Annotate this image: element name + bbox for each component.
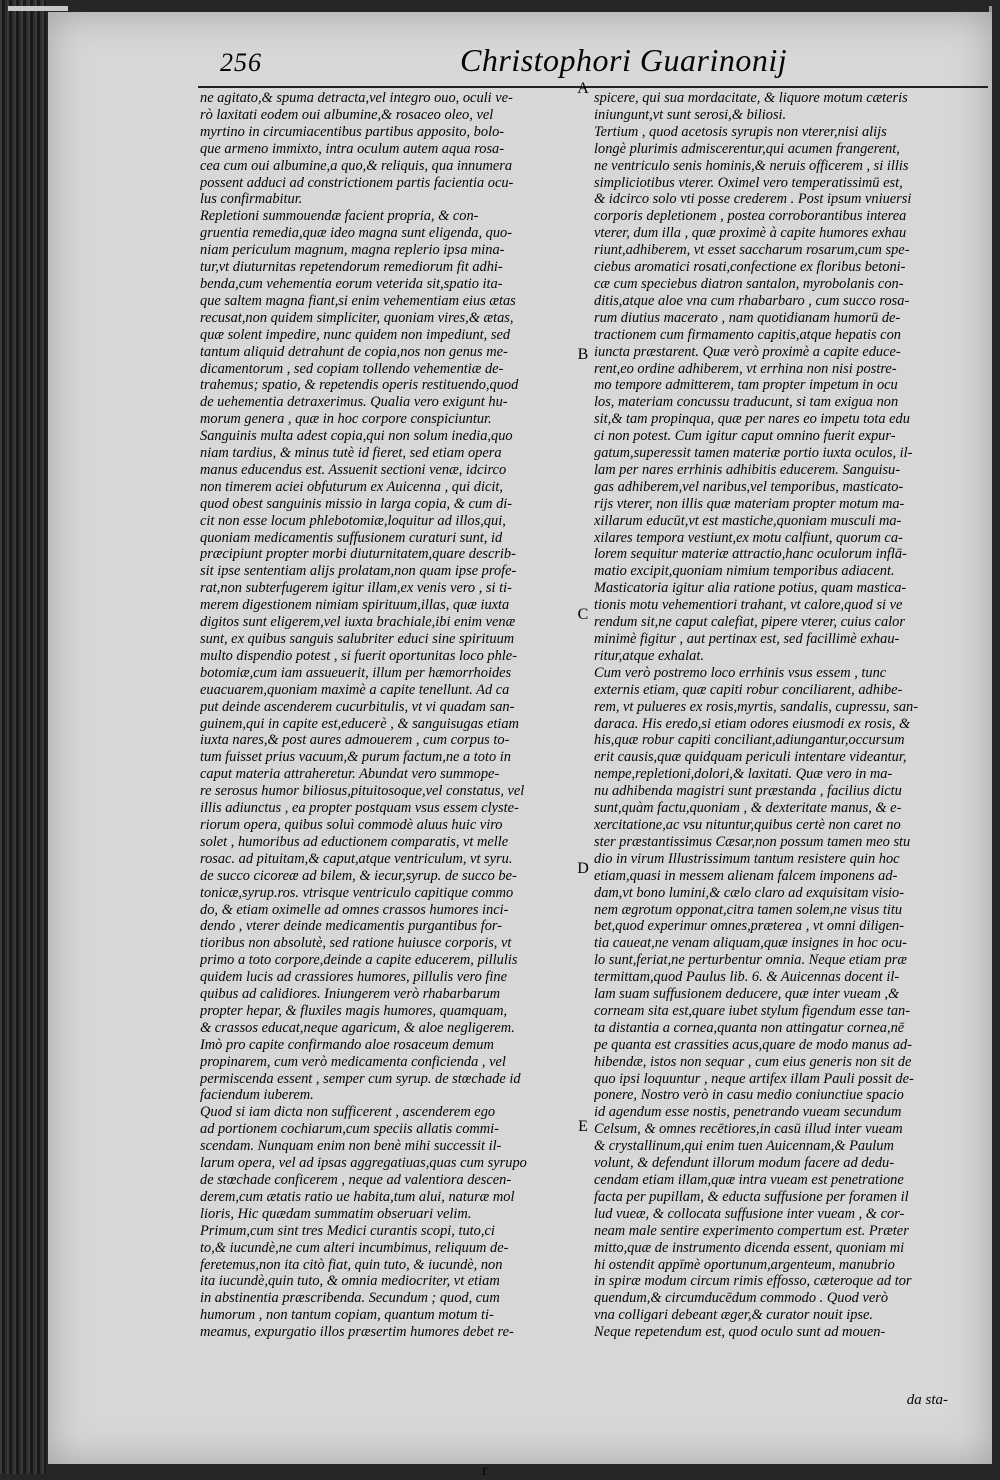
text-line: & crystallinum,qui enim tuen Auicennam,& Paulum: [594, 1138, 894, 1155]
text-line: botomiæ,cum iam assueuerit, illum per hæmorrhoides: [200, 664, 512, 681]
text-line: propinarem, cum verò medicamenta conficienda , vel: [200, 1053, 506, 1070]
text-line: rum diutius macerato , nam quotidianam humorū de-: [594, 309, 901, 326]
text-line: bet,quod experimur omnes,præterea , vt omni diligen-: [594, 918, 905, 935]
text-line: Masticatoria igitur alia ratione potius, quam mastica-: [594, 580, 907, 597]
text-line: lam per nares errhinis adhibitis educerem. Sanguisu-: [594, 461, 901, 478]
text-line: rijs vterer, non illis quæ materiam propter motum ma-: [594, 495, 905, 512]
text-line: tionis motu vehementiori trahant, vt calore,quod si ve: [594, 597, 903, 614]
text-line: spicere, qui sua mordacitate, & liquore motum cæteris: [594, 90, 908, 106]
text-line: volunt, & defendunt illorum modum facere ad dedu-: [594, 1155, 895, 1172]
text-line: ster præstantissimus Cæsar,non possum tamen meo stu: [594, 833, 911, 850]
text-line: riorum opera, quibus soluì commodè aluus huic viro: [200, 816, 503, 833]
catchword: da sta-: [906, 1392, 948, 1408]
text-line: his,quæ robur capiti conciliant,adiungantur,occursum: [594, 732, 905, 749]
text-line: propter hepar, & fluxiles magis humores, quamquam,: [200, 1002, 508, 1019]
text-line: sunt, ex quibus sanguis salubriter educi sine spirituum: [200, 631, 515, 647]
text-line: myrtino in circumiacentibus partibus apposito, bolo-: [200, 123, 505, 140]
text-line: externis etiam, quæ capiti robur conciliarent, adhibe-: [594, 681, 903, 698]
text-line: merem digestionem nimiam spirituum,illas, quæ iuxta: [200, 597, 510, 614]
text-line: mitto,quæ de instrumento dicenda essent, quoniam mi: [594, 1239, 905, 1256]
text-line: corporis depletionem , postea corroborantibus interea: [594, 208, 907, 225]
text-line: niam tardius, & minus tutè id fieret, sed etiam opera: [200, 445, 502, 462]
text-line: quo ipsi loquuntur , neque artifex illam Pauli possit de-: [594, 1070, 914, 1087]
text-line: lus confirmabitur.: [200, 191, 303, 208]
text-line: tantum aliquid detrahunt de copia,nos non genus me-: [200, 343, 508, 360]
text-line: multo dispendio potest , si fuerit oportunitas loco phle-: [200, 647, 517, 664]
text-line: quendum,& circumducēdum commodo . Quod verò: [594, 1290, 889, 1307]
top-edge-mark: [8, 6, 68, 11]
text-line: lud vueæ, & collocata suffusione inter vueam , & cor-: [594, 1205, 905, 1222]
margin-letter-d: D: [577, 860, 589, 877]
text-line: mo tempore admitterem, tam propter impetum in ocu: [594, 377, 898, 394]
text-line: daraca. His eredo,si etiam odores eiusmodi ex rosis, &: [594, 715, 911, 732]
text-line: los, materiam concussu traducunt, si tam exigua non: [594, 394, 899, 411]
text-line: que saltem magna fiant,si enim vehementiam eius ætas: [200, 292, 516, 309]
text-line: tur,vt diuturnitas repetendorum remediorum fit adhi-: [200, 259, 503, 276]
text-line: benda,cum vehementia eorum veterida sit,spatio ita-: [200, 275, 503, 292]
text-line: sit ipse sententiam alijs prolatam,non quam ipse profe-: [200, 563, 517, 580]
text-line: tractionem cum firmamento capitis,atque hepatis con: [594, 326, 901, 343]
text-line: quod obest sanguinis missio in larga copia, & cum di-: [200, 495, 513, 512]
margin-letter-a: A: [577, 80, 589, 97]
text-line: in spiræ modum circum rimis effosso, cæteroque ad tor: [594, 1273, 912, 1290]
text-line: matio excipit,quoniam nimium temporibus adiacent.: [594, 563, 895, 580]
text-line: id agendum esse nostis, penetrando vueam secundum: [594, 1104, 902, 1121]
text-line: iuncta præstarent. Quæ verò proximè a capite educe-: [594, 343, 901, 360]
text-line: pe quanta est crassities acus,quare de modo manus ad-: [594, 1036, 913, 1053]
text-line: iniungunt,vt sunt serosi,& biliosi.: [594, 106, 787, 123]
text-line: Imò pro capite confirmando aloe rosaceum demum: [200, 1036, 494, 1053]
text-line: manus educendus est. Assuenit sectioni venæ, idcirco: [200, 461, 507, 478]
text-line: do, & etiam oximelle ad omnes crassos humores inci-: [200, 901, 509, 918]
text-line: Sanguinis multa adest copia,qui non solum inedia,quo: [200, 428, 513, 445]
text-line: erit causis,quæ quidquam periculi intentare videantur,: [594, 749, 907, 766]
text-line: rò laxitati eodem oui albumine,& rosaceo oleo, vel: [200, 106, 494, 123]
text-line: lam suam suffusionem deducere, quæ inter vueam ,&: [594, 986, 900, 1003]
text-line: rat,non subterfugerem igitur illam,ex venis vero , si ti-: [200, 580, 512, 597]
book-page: [48, 12, 992, 1479]
text-line: illis adiunctus , ea propter postquam vsus essem clyste-: [200, 800, 519, 817]
text-line: trahemus; spatio, & repetendis operis restituendo,quod: [200, 377, 519, 394]
text-line: de succo cicoreæ ad bilem, & iecur,syrup. de succo be-: [200, 867, 517, 884]
text-line: possent adduci ad constrictionem partis facientia ocu-: [200, 174, 514, 191]
text-line: Celsum, & omnes recētiores,in casū illud inter vueam: [594, 1121, 903, 1138]
text-line: rem, vt pulueres ex rosis,myrtis, sandalis, cupressu, san-: [594, 698, 919, 715]
text-line: longè plurimis admiscerentur,qui acumen frangerent,: [594, 140, 900, 157]
text-line: ditis,atque aloe vna cum rhabarbaro , cum succo rosa-: [594, 292, 910, 309]
text-line: ne agitato,& spuma detracta,vel integro ouo, oculi ve-: [200, 90, 513, 106]
text-line: xilares tempora vestiunt,ex motu calfiunt, quorum ca-: [594, 529, 903, 546]
text-line: riunt,adhiberem, vt esset saccharum rosarum,cum spe-: [594, 242, 910, 259]
text-line: rosac. ad pituitam,& caput,atque ventriculum, vt syru.: [200, 850, 513, 867]
text-line: niam periculum magnum, magna replerio ipsa mina-: [200, 242, 505, 259]
text-line: put deinde ascenderem cucurbitulis, vt vi quadam san-: [200, 698, 515, 715]
text-line: to,& iucundè,ne cum alteri incumbimus, reliquum de-: [200, 1239, 509, 1256]
text-line: Quod si iam dicta non sufficerent , ascenderem ego: [200, 1104, 496, 1121]
text-line: non timerem aciei obfuturum ex Auicenna , qui dicit,: [200, 478, 503, 495]
text-line: rendum sit,ne caput calefiat, pipere vterer, cuius calor: [594, 614, 905, 631]
text-line: meamus, expurgatio illos præsertim humores debet re-: [200, 1324, 514, 1341]
text-line: tia caueat,ne venam aliquam,quæ insignes in hoc ocu-: [594, 935, 907, 952]
text-line: Primum,cum sint tres Medici curantis scopi, tuto,ci: [200, 1222, 495, 1239]
text-line: nem ægrotum opponat,citra tamen solem,ne visus titu: [594, 901, 903, 918]
text-line: Tertium , quod acetosis syrupis non vterer,nisi alijs: [594, 123, 887, 140]
text-line: ponere, Nostro verò in casu medio coniunctiue spacio: [594, 1087, 904, 1104]
text-line: solet , humoribus ad eductionem comparatis, vt melle: [200, 833, 509, 850]
text-line: in abstinentia præscribenda. Secundum ; quod, cum: [200, 1290, 500, 1307]
text-line: ne ventriculo senis hominis,& neruis officerem , si illis: [594, 157, 909, 174]
text-line: gas adhiberem,vel naribus,vel temporibus, masticato-: [594, 478, 904, 495]
text-line: sunt,quàm factu,quoniam , & dexteritate manus, & e-: [594, 800, 902, 817]
text-line: lioris, Hic quædam summatim obseruari velim.: [200, 1205, 472, 1222]
margin-letter-c: C: [577, 606, 589, 623]
text-line: neam male sentire experimento compertum est. Præter: [594, 1222, 909, 1239]
text-line: humorum , non tantum copiam, quantum motum ti-: [200, 1307, 494, 1324]
text-line: cea cum oui albumine,a quo,& reliquis, qua innumera: [200, 157, 513, 174]
text-line: larum opera, vel ad ipsas aggregatiuas,quas cum syrupo: [200, 1155, 527, 1172]
text-line: derem,cum ætatis ratio ue habita,tum alui, naturæ mol: [200, 1188, 515, 1205]
text-line: facta per pupillam, & educta suffusione per foramen il: [594, 1188, 909, 1205]
text-line: recusat,non quidem simpliciter, quoniam vires,& ætas,: [200, 309, 514, 326]
text-line: sit,& tam propinqua, quæ per nares eo impetu tota edu: [594, 411, 910, 428]
text-line: cendam etiam illam,quæ intra vueam est penetratione: [594, 1172, 904, 1188]
text-line: dam,vt bono lumini,& cælo claro ad exquisitam visio-: [594, 884, 905, 901]
text-line: hi ostendit appīmè oportunum,argenteum, manubrio: [594, 1256, 895, 1273]
text-line: guinem,qui in capite est,educerè , & sanguisugas etiam: [200, 715, 519, 732]
text-line: vterer, dum illa , quæ proximè à capite humores exhau: [594, 225, 907, 242]
text-line: morum genera , quæ in hoc corpore conspiciuntur.: [200, 411, 492, 428]
right-text-column: [594, 90, 964, 1341]
text-line: xillarum educūt,vt est mastiche,quoniam musculi ma-: [594, 512, 902, 529]
text-line: dendo , vterer deinde medicamentis purgantibus for-: [200, 918, 502, 935]
text-line: dicamentorum , sed copiam tollendo vehementiæ de-: [200, 360, 504, 377]
text-line: primo a toto corpore,deinde a capite educerem, pillulis: [200, 952, 518, 969]
text-line: hibendæ, istos non sequar , cum eius generis non sit de: [594, 1053, 912, 1070]
text-line: ita iucundè,quin tuto, & omnia mediocriter, vt etiam: [200, 1273, 500, 1290]
text-line: ciebus aromatici rosati,confectione ex floribus betoni-: [594, 259, 906, 276]
text-line: iuxta nares,& post aures admouerem , cum corpus to-: [200, 732, 510, 749]
text-line: gruentia remedia,quæ ideo magna sunt eligenda, quo-: [200, 225, 513, 242]
text-line: que armeno immixto, intra oculum autem aqua rosa-: [200, 140, 505, 157]
text-line: euacuarem,quoniam maximè a capite tenellunt. Ad ca: [200, 681, 510, 698]
text-line: cit non esse locum phlebotomiæ,loquitur ad illos,qui,: [200, 512, 506, 529]
left-text-column: [200, 90, 572, 1341]
binding-gutter: [0, 0, 46, 1474]
text-line: quidem lucis ad crassiores humores, pillulis vero fine: [200, 969, 507, 986]
text-line: quibus ad calidiores. Iniungerem verò rhabarbarum: [200, 986, 501, 1003]
text-line: ci non potest. Cum igitur caput omnino fuerit expur-: [594, 428, 896, 445]
text-line: præcipiunt propter morbi diuturnitatem,quare describ-: [200, 546, 516, 563]
text-line: nempe,repletioni,dolori,& laxitati. Quæ vero in ma-: [594, 766, 893, 783]
text-line: Repletioni summouendæ facient propria, & con-: [200, 208, 479, 225]
text-line: lorem sequitur materiæ attractio,hanc oculorum inflā-: [594, 546, 907, 563]
header-rule: [198, 86, 988, 88]
text-line: nu adhibenda magistri sunt præstanda , facilius dictu: [594, 783, 902, 800]
signature-mark: r: [482, 1462, 488, 1479]
text-line: dio in virum Illustrissimum tantum resistere quin hoc: [594, 850, 900, 867]
text-line: de uehementia detraxerimus. Qualia vero exigunt hu-: [200, 394, 508, 411]
text-line: termittam,quod Paulus lib. 6. & Auicennas docent il-: [594, 969, 900, 986]
text-line: corneam sita est,quare iubet stylum figendum esse tan-: [594, 1002, 911, 1019]
text-line: quæ solent impedire, nunc quidem non impediunt, sed: [200, 326, 511, 343]
text-line: & crassos educat,neque agaricum, & aloe negligerem.: [200, 1019, 515, 1036]
text-line: Cum verò postremo loco errhinis vsus essem , tunc: [594, 664, 887, 681]
text-line: lo sunt,feriat,ne perturbentur omnia. Neque etiam præ: [594, 952, 907, 969]
text-line: ad portionem cochiarum,cum speciis allatis commi-: [200, 1121, 499, 1138]
running-head: Christophori Guarinonij: [460, 42, 788, 78]
text-line: ritur,atque exhalat.: [594, 647, 704, 664]
margin-letter-b: B: [577, 346, 589, 363]
text-line: xercitatione,ac vsu nituntur,quibus certè non caret no: [594, 816, 901, 833]
text-line: re serosus humor biliosus,pituitosoque,vel constatus, vel: [200, 783, 525, 800]
text-line: vna colligari debeant æger,& curator nouit ipse.: [594, 1307, 873, 1324]
text-line: cæ cum speciebus diatron santalon, myrobolanis con-: [594, 275, 904, 292]
text-line: permiscenda essent , semper cum syrup. de stœchade id: [200, 1070, 521, 1087]
text-line: de stœchade conficerem , neque ad valentiora descen-: [200, 1172, 512, 1188]
text-line: tum fuisset prius vacuum,& purum factum,ne a toto in: [200, 749, 511, 766]
text-line: feretemus,non ita citò fiat, quin tuto, & iucundè, non: [200, 1256, 503, 1273]
text-line: caput materia attraheretur. Abundat vero summope-: [200, 766, 500, 783]
text-line: scendam. Nunquam enim non benè mihi successit il-: [200, 1138, 502, 1155]
page-header: [48, 42, 992, 90]
page-number: 256: [220, 48, 262, 77]
text-line: digitos sunt eligerem,vel iuxta brachiale,ibi enim venæ: [200, 614, 516, 631]
text-line: quoniam medicamentis suffusionem curaturi sunt, id: [200, 529, 503, 546]
text-line: tonicæ,syrup.ros. vtrisque ventriculo capitique commo: [200, 884, 514, 901]
text-line: ta distantia a cornea,quanta non attingatur cornea,nē: [594, 1019, 905, 1036]
text-line: faciendum iuberem.: [200, 1087, 314, 1104]
text-line: rent,eo ordine adhiberem, vt errhina non nisi postre-: [594, 360, 897, 377]
text-line: gatum,superessit tamen materiæ portio iuxta oculos, il-: [594, 445, 913, 462]
margin-letter-e: E: [578, 1118, 588, 1135]
text-line: Neque repetendum est, quod oculo sunt ad mouen-: [594, 1324, 886, 1341]
text-line: minimè figitur , aut pertinax est, sed facillimè exhau-: [594, 631, 900, 647]
text-line: etiam,quasi in messem alienam falcem imponens ad-: [594, 867, 898, 884]
text-line: simpliciotibus vterer. Oximel vero temperatissimū est,: [594, 174, 903, 191]
text-line: & idcirco solo vti posse crederem . Post ipsum vniuersi: [594, 191, 912, 208]
text-line: tioribus non absolutè, sed ratione huiusce corporis, vt: [200, 935, 512, 952]
